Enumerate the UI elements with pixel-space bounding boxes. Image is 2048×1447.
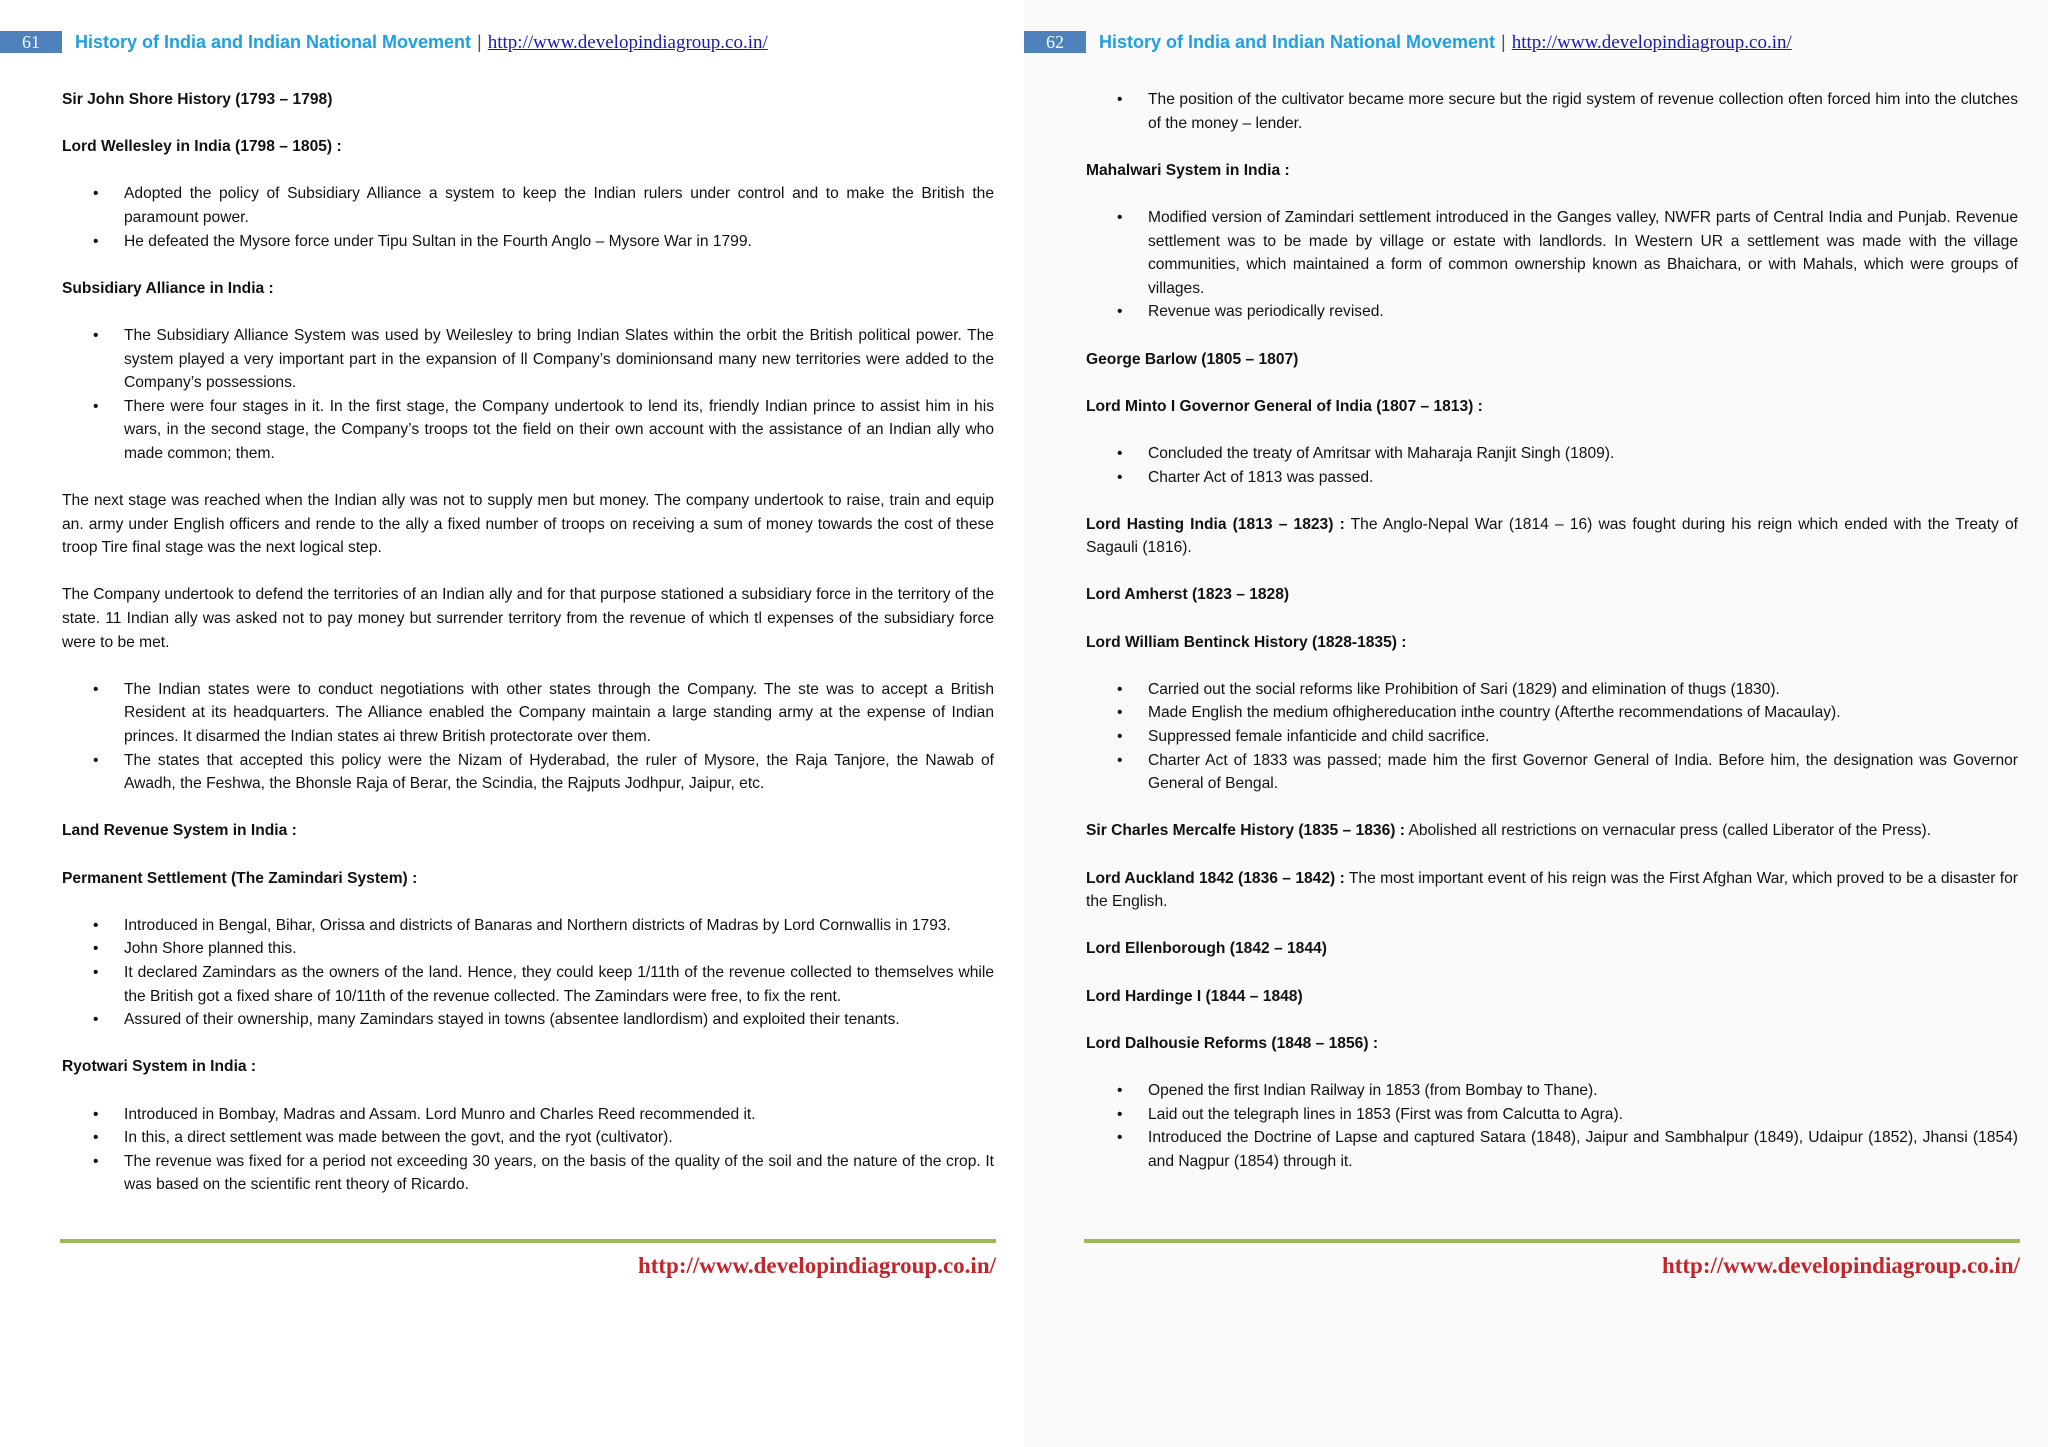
section-heading: Ryotwari System in India : xyxy=(62,1058,257,1076)
section-heading: Lord Dalhousie Reforms (1848 – 1856) : xyxy=(1086,1034,1379,1052)
bullet-list xyxy=(1086,206,2018,324)
inline-heading: Sir Charles Mercalfe History (1835 – 1836) : xyxy=(1086,822,1405,840)
section-heading: Lord William Bentinck History (1828-1835) : xyxy=(1086,633,1407,651)
bullet-list xyxy=(62,182,994,253)
list-item: • Opened the first Indian Railway in 1853 (from Bombay to Thane). xyxy=(1148,1079,2018,1103)
body-paragraph: The next stage was reached when the Indian ally was not to supply men but money. The company undertook to raise, train and equip an. army under English officers and rende to the ally a fixed number of troops on receiving a sum of money towards the cost of these troop Tire final stage was the next logical step. xyxy=(62,492,994,557)
inline-text: Abolished all restrictions on vernacular press (called Liberator of the Press). xyxy=(1404,822,1932,840)
header-title: History of India and Indian National Movement xyxy=(1099,32,1496,52)
list-item: • Suppressed female infanticide and child sacrifice. xyxy=(1148,725,2018,749)
section-heading: Lord Minto I Governor General of India (1807 – 1813) : xyxy=(1086,397,1483,415)
page-header xyxy=(0,31,1024,53)
bullet-list xyxy=(62,914,994,1032)
footer-link[interactable]: http://www.developindiagroup.co.in/ xyxy=(1661,1253,2020,1278)
footer-link[interactable]: http://www.developindiagroup.co.in/ xyxy=(637,1253,996,1278)
section-heading: Mahalwari System in India : xyxy=(1086,161,1290,179)
header-link[interactable]: http://www.developindiagroup.co.in/ xyxy=(487,32,768,53)
bullet-list xyxy=(1086,678,2018,796)
list-item: • Revenue was periodically revised. xyxy=(1148,300,2018,324)
inline-heading: Lord Hasting India (1813 – 1823) : xyxy=(1086,515,1345,533)
page-number: 62 xyxy=(1024,31,1086,53)
section-heading: Permanent Settlement (The Zamindari System) : xyxy=(62,869,418,887)
section-heading: Lord Ellenborough (1842 – 1844) xyxy=(1086,940,1327,958)
section-heading: Sir John Shore History (1793 – 1798) xyxy=(62,91,333,108)
inline-text: The most important event of his reign was the First Afghan War, which proved to be a disaster for the English. xyxy=(1086,869,2018,911)
list-item: • In this, a direct settlement was made between the govt, and the ryot (cultivator). xyxy=(124,1126,994,1150)
list-item: • John Shore planned this. xyxy=(124,937,994,961)
list-item: • The Indian states were to conduct negotiations with other states through the Company. The ste was to accept a British Resident at its headquarters. The Alliance enabled the Company maintain a large standing army at the expense of Indian princes. It disarmed the Indian states ai threw British protectorate over them. xyxy=(124,678,994,749)
header-link[interactable]: http://www.developindiagroup.co.in/ xyxy=(1511,32,1792,53)
header-title-block xyxy=(1099,31,1792,54)
list-item: • Charter Act of 1833 was passed; made him the first Governor General of India. Before him, the designation was Governor General of Bengal. xyxy=(1148,749,2018,796)
header-separator: | xyxy=(477,32,482,52)
list-item: • The position of the cultivator became more secure but the rigid system of revenue collection often forced him into the clutches of the money – lender. xyxy=(1148,88,2018,135)
list-item: • He defeated the Mysore force under Tipu Sultan in the Fourth Anglo – Mysore War in 1799. xyxy=(124,230,994,254)
list-item: • Made English the medium ofhighereducation inthe country (Afterthe recommendations of Macaulay). xyxy=(1148,701,2018,725)
list-item: • Modified version of Zamindari settlement introduced in the Ganges valley, NWFR parts of Central India and Punjab. Revenue settlement was to be made by village or estate with landlords. In Western UR a settlement was made with the village communities, which maintained a form of common ownership known as Bhaichara, or with Mahals, which were groups of villages. xyxy=(1148,206,2018,300)
list-item: • Concluded the treaty of Amritsar with Maharaja Ranjit Singh (1809). xyxy=(1148,442,2018,466)
header-title: History of India and Indian National Movement xyxy=(75,32,472,52)
section-heading: Lord Hardinge I (1844 – 1848) xyxy=(1086,987,1303,1005)
list-item: • The Subsidiary Alliance System was used by Weilesley to bring Indian Slates within the orbit the British political power. The system played a very important part in the expansion of ll Company’s dominionsand many new territories were added to the Company’s possessions. xyxy=(124,324,994,395)
list-item: • Charter Act of 1813 was passed. xyxy=(1148,466,2018,490)
body-paragraph: The Company undertook to defend the territories of an Indian ally and for that purpose stationed a subsidiary force in the territory of the state. 11 Indian ally was asked not to pay money but surrender territory from the revenue of which tl expenses of the subsidiary force were to be met. xyxy=(62,586,994,651)
page-number: 61 xyxy=(0,31,62,53)
page-header xyxy=(1024,31,2048,53)
list-item: • Laid out the telegraph lines in 1853 (First was from Calcutta to Agra). xyxy=(1148,1103,2018,1127)
bullet-list xyxy=(62,324,994,466)
section-heading: George Barlow (1805 – 1807) xyxy=(1086,350,1299,368)
footer-rule xyxy=(1084,1239,2020,1243)
body-paragraph xyxy=(1086,513,2018,560)
page-content xyxy=(62,88,994,1221)
list-item: • Adopted the policy of Subsidiary Alliance a system to keep the Indian rulers under control and to make the British the paramount power. xyxy=(124,182,994,229)
inline-text: The Anglo-Nepal War (1814 – 16) was fought during his reign which ended with the Treaty of Sagauli (1816). xyxy=(1086,515,2019,557)
section-heading: Land Revenue System in India : xyxy=(62,822,297,840)
section-heading: Subsidiary Alliance in India : xyxy=(62,279,274,297)
bullet-list xyxy=(1086,1079,2018,1173)
list-item: • Carried out the social reforms like Prohibition of Sari (1829) and elimination of thugs (1830). xyxy=(1148,678,2018,702)
section-heading: Lord Amherst (1823 – 1828) xyxy=(1086,586,1290,604)
list-item: • The revenue was fixed for a period not exceeding 30 years, on the basis of the quality of the soil and the nature of the crop. It was based on the scientific rent theory of Ricardo. xyxy=(124,1150,994,1197)
inline-heading: Lord Auckland 1842 (1836 – 1842) : xyxy=(1086,869,1345,887)
list-item: • Assured of their ownership, many Zamindars stayed in towns (absentee landlordism) and exploited their tenants. xyxy=(124,1008,994,1032)
header-separator: | xyxy=(1501,32,1506,52)
list-item: • The states that accepted this policy were the Nizam of Hyderabad, the ruler of Mysore, the Raja Tanjore, the Nawab of Awadh, the Feshwa, the Bhonsle Raja of Berar, the Scindia, the Rajputs Jodhpur, Jaipur, etc. xyxy=(124,749,994,796)
bullet-list xyxy=(1086,88,2018,135)
page-62 xyxy=(1024,0,2048,1447)
list-item: • Introduced in Bombay, Madras and Assam. Lord Munro and Charles Reed recommended it. xyxy=(124,1103,994,1127)
bullet-list xyxy=(62,1103,994,1197)
list-item: • Introduced the Doctrine of Lapse and captured Satara (1848), Jaipur and Sambhalpur (1849), Udaipur (1852), Jhansi (1854) and Nagpur (1854) through it. xyxy=(1148,1126,2018,1173)
body-paragraph xyxy=(1086,819,2018,843)
page-content xyxy=(1086,88,2018,1197)
bullet-list xyxy=(1086,442,2018,489)
header-title-block xyxy=(75,31,768,54)
bullet-list xyxy=(62,678,994,796)
list-item: • Introduced in Bengal, Bihar, Orissa and districts of Banaras and Northern districts of Madras by Lord Cornwallis in 1793. xyxy=(124,914,994,938)
footer-rule xyxy=(60,1239,996,1243)
body-paragraph xyxy=(1086,867,2018,914)
list-item: • There were four stages in it. In the first stage, the Company undertook to lend its, friendly Indian prince to assist him in his wars, in the second stage, the Company’s troops tot the field on their own account with the assistance of an Indian ally who made common; them. xyxy=(124,395,994,466)
list-item: • It declared Zamindars as the owners of the land. Hence, they could keep 1/11th of the revenue collected to themselves while the British got a fixed share of 10/11th of the revenue collected. The Zamindars were free, to fix the rent. xyxy=(124,961,994,1008)
section-heading: Lord Wellesley in India (1798 – 1805) : xyxy=(62,138,342,156)
